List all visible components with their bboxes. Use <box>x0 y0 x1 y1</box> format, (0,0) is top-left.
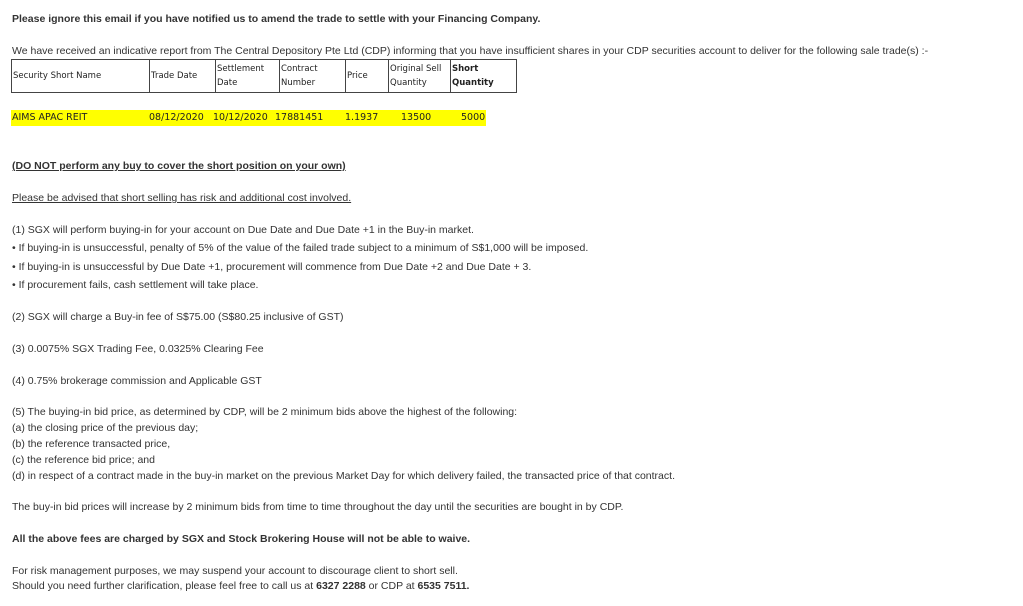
header-original-line1: Original Sell <box>390 64 442 74</box>
header-original-line2: Quantity <box>390 78 427 88</box>
phone-us[interactable]: 6327 2288 <box>316 580 366 592</box>
header-price: Price <box>346 60 389 93</box>
contact-note <box>12 580 469 593</box>
ignore-note: Please ignore this email if you have notified us to amend the trade to settle with your Financing Company. <box>12 13 541 25</box>
header-settlement-line1: Settlement <box>217 64 265 74</box>
point-5-d: (d) in respect of a contract made in the buy-in market on the previous Market Day for which delivery failed, the transacted price of that contract. <box>12 470 675 482</box>
report-note: We have received an indicative report from The Central Depository Pte Ltd (CDP) informing that you have insufficient shares in your CDP securities account to deliver for the following sale trade(s) :- <box>12 45 929 57</box>
risk-note: For risk management purposes, we may suspend your account to discourage client to short sell. <box>12 565 458 577</box>
do-not-buy-warning: (DO NOT perform any buy to cover the short position on your own) <box>12 160 346 172</box>
header-security: Security Short Name <box>12 60 150 93</box>
point-5-b: (b) the reference transacted price, <box>12 438 171 450</box>
row-price: 1.1937 <box>345 112 379 123</box>
point-5-a: (a) the closing price of the previous day; <box>12 422 199 434</box>
trade-table-header <box>12 60 517 93</box>
row-settlement-date: 10/12/2020 <box>213 112 268 123</box>
point-5-c: (c) the reference bid price; and <box>12 454 155 466</box>
point-3: (3) 0.0075% SGX Trading Fee, 0.0325% Clearing Fee <box>12 343 264 355</box>
header-original-quantity <box>389 60 451 93</box>
contact-mid: or CDP at <box>365 580 418 592</box>
point-2: (2) SGX will charge a Buy-in fee of S$75.00 (S$80.25 inclusive of GST) <box>12 311 344 323</box>
point-1: (1) SGX will perform buying-in for your account on Due Date and Due Date +1 in the Buy-in market. <box>12 224 474 236</box>
point-1-bullet-3: • If procurement fails, cash settlement will take place. <box>12 279 259 291</box>
point-5: (5) The buying-in bid price, as determined by CDP, will be 2 minimum bids above the highest of the following: <box>12 406 518 418</box>
header-trade-date: Trade Date <box>150 60 216 93</box>
buy-in-increase-note: The buy-in bid prices will increase by 2 minimum bids from time to time throughout the day until the securities are bought in by CDP. <box>12 501 624 513</box>
header-short-quantity <box>451 60 517 93</box>
header-settlement-line2: Date <box>217 78 238 88</box>
row-original-quantity: 13500 <box>401 112 432 123</box>
contact-prefix: Should you need further clarification, please feel free to call us at <box>12 580 317 592</box>
header-short-line2: Quantity <box>452 78 494 88</box>
point-1-bullet-2: • If buying-in is unsuccessful by Due Date +1, procurement will commence from Due Date +2 and Due Date + 3. <box>12 261 532 273</box>
header-contract-line1: Contract <box>281 64 318 74</box>
row-contract-number: 17881451 <box>275 112 324 123</box>
phone-cdp[interactable]: 6535 7511. <box>417 580 470 592</box>
header-contract-number <box>280 60 346 93</box>
fees-note: All the above fees are charged by SGX and Stock Brokering House will not be able to waive. <box>12 533 471 545</box>
trade-table <box>11 59 517 93</box>
header-settlement-date <box>216 60 280 93</box>
row-trade-date: 08/12/2020 <box>149 112 204 123</box>
point-1-bullet-1: • If buying-in is unsuccessful, penalty of 5% of the value of the failed trade subject to a minimum of S$1,000 will be imposed. <box>12 242 589 254</box>
point-4: (4) 0.75% brokerage commission and Applicable GST <box>12 375 262 387</box>
row-security: AIMS APAC REIT <box>12 112 88 123</box>
header-short-line1: Short <box>452 64 479 74</box>
advised-note: Please be advised that short selling has risk and additional cost involved. <box>12 192 352 204</box>
trade-row-highlight <box>11 110 486 126</box>
header-contract-line2: Number <box>281 78 316 88</box>
row-short-quantity: 5000 <box>461 112 486 123</box>
